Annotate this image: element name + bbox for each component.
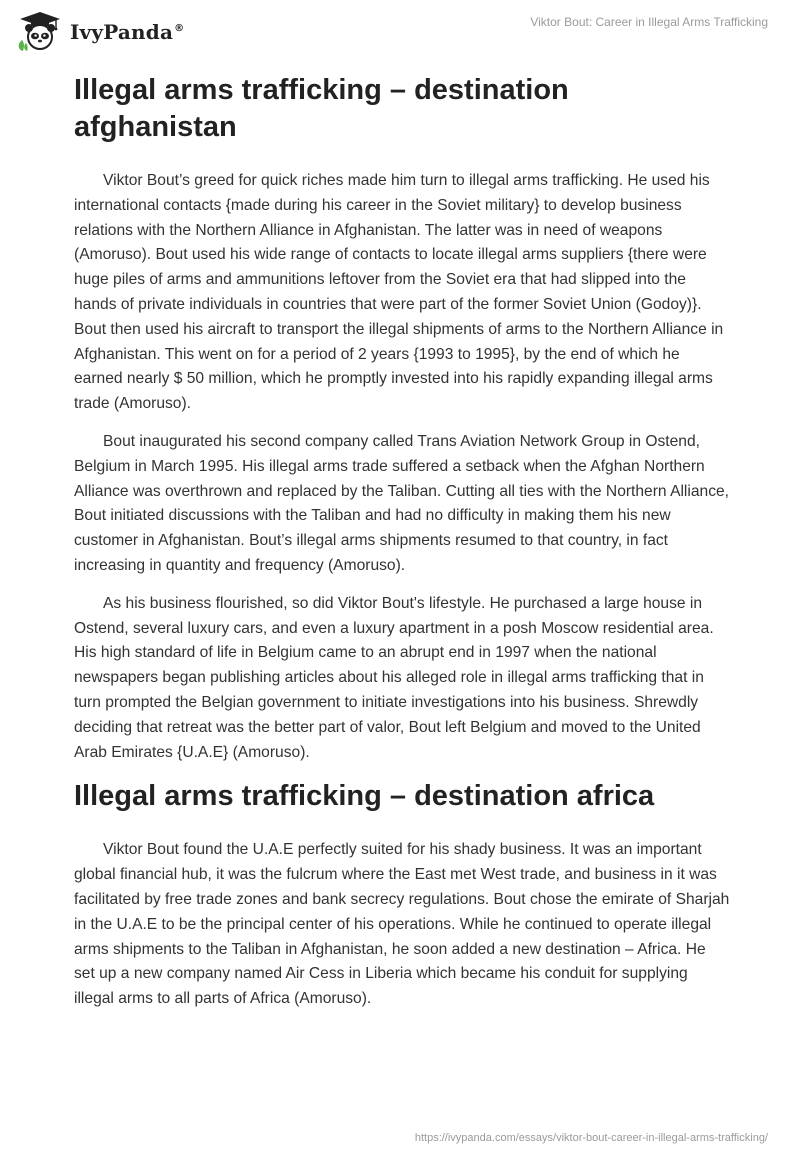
registered-mark: ®	[174, 23, 185, 35]
source-url[interactable]: https://ivypanda.com/essays/viktor-bout-career-in-illegal-arms-trafficking/	[414, 1132, 768, 1144]
paragraph: As his business flourished, so did Viktor Bout's lifestyle. He purchased a large house in Ostend, several luxury cars, and even a luxury apartment in a posh Moscow residential area. His high standard of life in Belgium came to an abrupt end in 1997 when the national newspapers began publishing articles about his alleged role in illegal arms trafficking that in turn prompted the Belgian government to initiate investigations into his business. Shrewdly deciding that retreat was the better part of valor, Bout left Belgium and moved to the United Arab Emirates {U.A.E} (Amoruso).	[74, 594, 714, 761]
page-header	[0, 0, 800, 60]
section-heading-africa: Illegal arms trafficking – destination africa	[74, 780, 655, 813]
ivypanda-logo[interactable]	[16, 10, 184, 52]
essay-content	[74, 72, 730, 1012]
panda-graduate-icon	[16, 10, 64, 52]
document-title: Viktor Bout: Career in Illegal Arms Trafficking	[530, 15, 768, 29]
section-heading-afghanistan: Illegal arms trafficking – destination afghanistan	[74, 74, 569, 143]
paragraph: Viktor Bout’s greed for quick riches made him turn to illegal arms trafficking. He used his international contacts {made during his career in the Soviet military} to develop business relations with the Northern Alliance in Afghanistan. The latter was in need of weapons (Amoruso). Bout used his wide range of contacts to locate illegal arms suppliers {there were huge piles of arms and ammunitions leftover from the Soviet era that had slipped into the hands of private individuals in countries that were part of the former Soviet Union (Godoy)}. Bout then used his aircraft to transport the illegal shipments of arms to the Northern Alliance in Afghanistan. This went on for a period of 2 years {1993 to 1995}, by the end of which he earned nearly $ 50 million, which he promptly invested into his rapidly expanding illegal arms trade (Amoruso).	[74, 172, 724, 413]
brand-name: IvyPanda®	[70, 20, 185, 44]
paragraph: Viktor Bout found the U.A.E perfectly suited for his shady business. It was an important global financial hub, it was the fulcrum where the East met West trade, and business in it was facilitated by free trade zones and bank secrecy regulations. Bout chose the emirate of Sharjah in the U.A.E to be the principal center of his operations. While he continued to operate illegal arms shipments to the Taliban in Afghanistan, he soon added a new destination – Africa. He set up a new company named Air Cess in Liberia which became his conduit for supplying illegal arms to all parts of Africa (Amoruso).	[74, 841, 730, 1008]
paragraph: Bout inaugurated his second company called Trans Aviation Network Group in Ostend, Belgium in March 1995. His illegal arms trade suffered a setback when the Afghan Northern Alliance was overthrown and replaced by the Taliban. Cutting all ties with the Northern Alliance, Bout initiated discussions with the Taliban and had no difficulty in making them his new customer in Afghanistan. Bout’s illegal arms shipments resumed to that country, in fact increasing in quantity and frequency (Amoruso).	[74, 432, 730, 574]
